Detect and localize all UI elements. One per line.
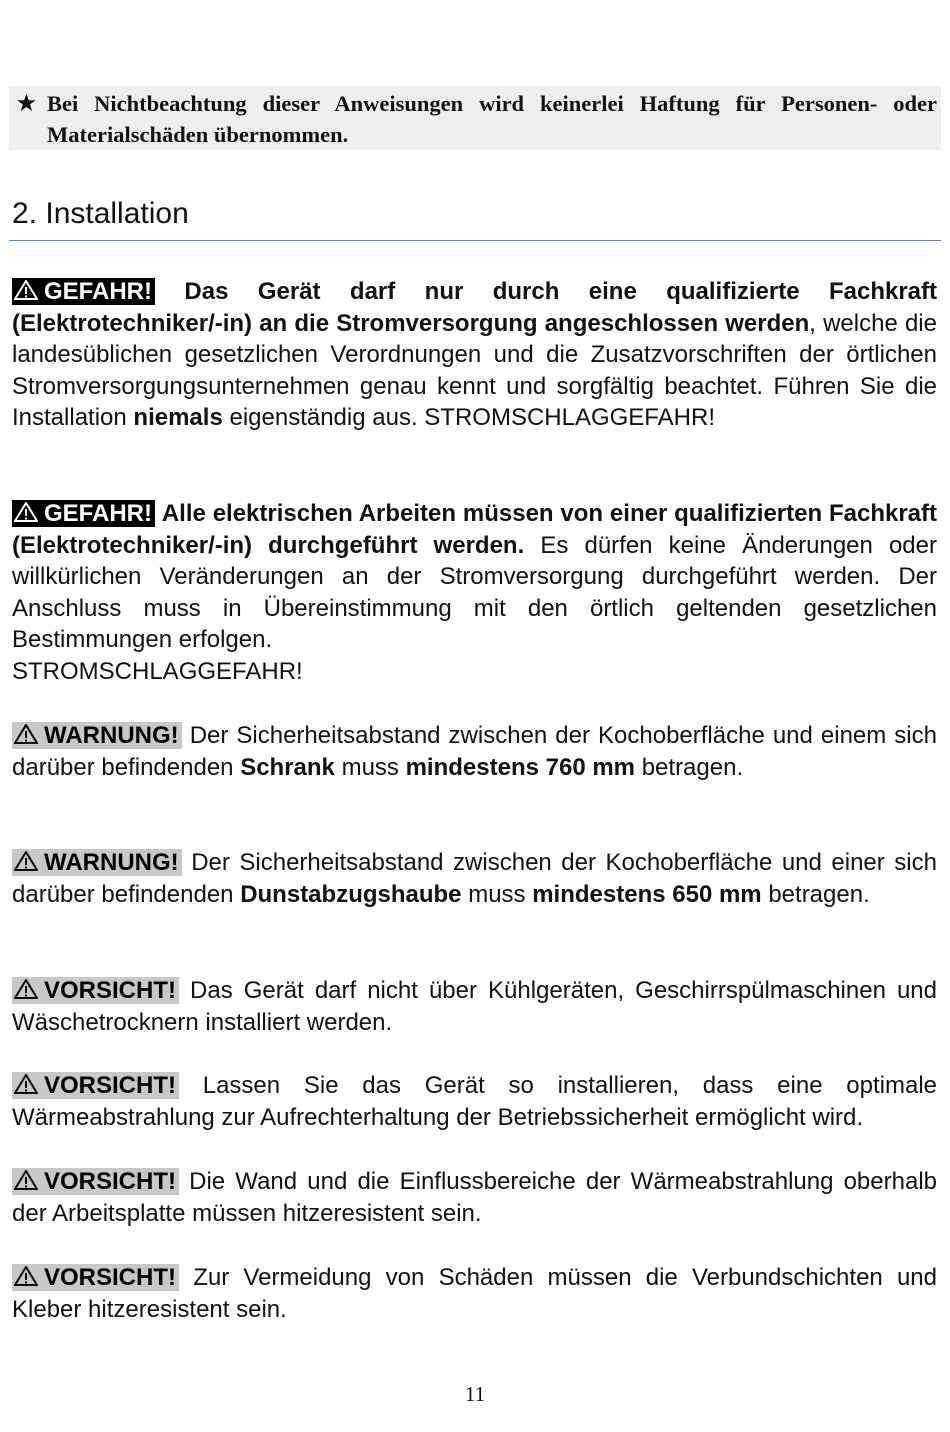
emphasis-text: mindestens 760 mm xyxy=(405,753,636,781)
warning-text: Der Sicherheitsabstand zwischen der Kochoberfläche und einer sich darüber befindenden xyxy=(12,849,937,908)
danger-text-end: STROMSCHLAGGEFAHR! xyxy=(12,657,303,685)
emphasis-text: Schrank xyxy=(240,753,335,781)
caution-text: Das Gerät darf nicht über Kühlgeräten, Geschirrspülmaschinen und Wäschetrocknern installiert werden. xyxy=(12,977,937,1036)
caution-label-text: VORSICHT! xyxy=(44,1264,176,1291)
liability-note xyxy=(9,86,941,150)
caution-label xyxy=(12,1264,179,1291)
caution-label xyxy=(12,977,179,1004)
caution-label xyxy=(12,1072,179,1099)
danger-paragraph-1 xyxy=(12,276,937,434)
warning-triangle-icon xyxy=(14,851,38,871)
danger-bold-text: Alle elektrischen Arbeiten müssen von einer qualifizierten Fachkraft (Elektrotechniker/-in) durchgeführt werden. xyxy=(12,500,938,559)
warning-text: muss xyxy=(334,753,406,781)
warning-triangle-icon xyxy=(14,502,38,522)
warning-text-end: betragen. xyxy=(761,880,870,908)
danger-paragraph-2 xyxy=(12,498,937,688)
danger-text-end: eigenständig aus. STROMSCHLAGGEFAHR! xyxy=(222,404,715,432)
warning-text: muss xyxy=(461,880,533,908)
section-title: 2. Installation xyxy=(12,197,189,230)
caution-label-text: VORSICHT! xyxy=(44,1168,176,1195)
page-number: 11 xyxy=(464,1382,486,1406)
warning-label-text: WARNUNG! xyxy=(44,849,179,876)
danger-label-text: GEFAHR! xyxy=(44,500,152,527)
caution-label xyxy=(12,1168,179,1195)
danger-text: Es dürfen keine Änderungen oder willkürlichen Veränderungen an der Stromversorgung durchgeführt werden. Der Anschluss muss in Übereinstimmung mit den örtlich geltenden gesetzlichen Bestimmungen erfolgen. xyxy=(12,531,937,654)
warning-text: Der Sicherheitsabstand zwischen der Kochoberfläche und einem sich darüber befindenden xyxy=(12,722,937,781)
emphasis-text: niemals xyxy=(133,404,223,432)
warning-triangle-icon xyxy=(14,1170,38,1190)
caution-paragraph-1 xyxy=(12,975,937,1038)
caution-text: Zur Vermeidung von Schäden müssen die Verbundschichten und Kleber hitzeresistent sein. xyxy=(12,1264,937,1323)
warning-paragraph-1 xyxy=(12,720,937,783)
star-icon: ★ xyxy=(17,91,36,115)
danger-text: , welche die landesüblichen gesetzlichen Verordnungen und die Zusatzvorschriften der örtlichen Stromversorgungsunternehmen genau kennt und sorgfältig beachtet. Führen Sie die Installation xyxy=(12,309,937,432)
danger-label xyxy=(12,278,155,305)
warning-text-end: betragen. xyxy=(635,753,744,781)
warning-label-text: WARNUNG! xyxy=(44,722,179,749)
danger-bold-text: Das Gerät darf nur durch eine qualifizierte Fachkraft (Elektrotechniker/-in) an die Stromversorgung angeschlossen werden xyxy=(12,278,938,337)
caution-paragraph-2 xyxy=(12,1070,937,1133)
warning-triangle-icon xyxy=(14,979,38,999)
liability-note-text: Bei Nichtbeachtung dieser Anweisungen wird keinerlei Haftung für Personen- oder Materialschäden übernommen. xyxy=(47,91,937,147)
emphasis-text: Dunstabzugshaube xyxy=(240,880,462,908)
section-divider xyxy=(9,240,941,241)
warning-triangle-icon xyxy=(14,1074,38,1094)
warning-triangle-icon xyxy=(14,280,38,300)
caution-text: Lassen Sie das Gerät so installieren, dass eine optimale Wärmeabstrahlung zur Aufrechterhaltung der Betriebssicherheit ermöglicht wird. xyxy=(12,1072,937,1131)
warning-triangle-icon xyxy=(14,1266,38,1286)
danger-label xyxy=(12,500,155,527)
emphasis-text: mindestens 650 mm xyxy=(532,880,762,908)
danger-label-text: GEFAHR! xyxy=(44,278,152,305)
caution-text: Die Wand und die Einflussbereiche der Wärmeabstrahlung oberhalb der Arbeitsplatte müssen hitzeresistent sein. xyxy=(12,1168,937,1227)
warning-triangle-icon xyxy=(14,724,38,744)
warning-label xyxy=(12,722,182,749)
warning-label xyxy=(12,849,182,876)
caution-label-text: VORSICHT! xyxy=(44,1072,176,1099)
caution-paragraph-3 xyxy=(12,1166,937,1229)
caution-label-text: VORSICHT! xyxy=(44,977,176,1004)
caution-paragraph-4 xyxy=(12,1262,937,1325)
warning-paragraph-2 xyxy=(12,847,937,910)
